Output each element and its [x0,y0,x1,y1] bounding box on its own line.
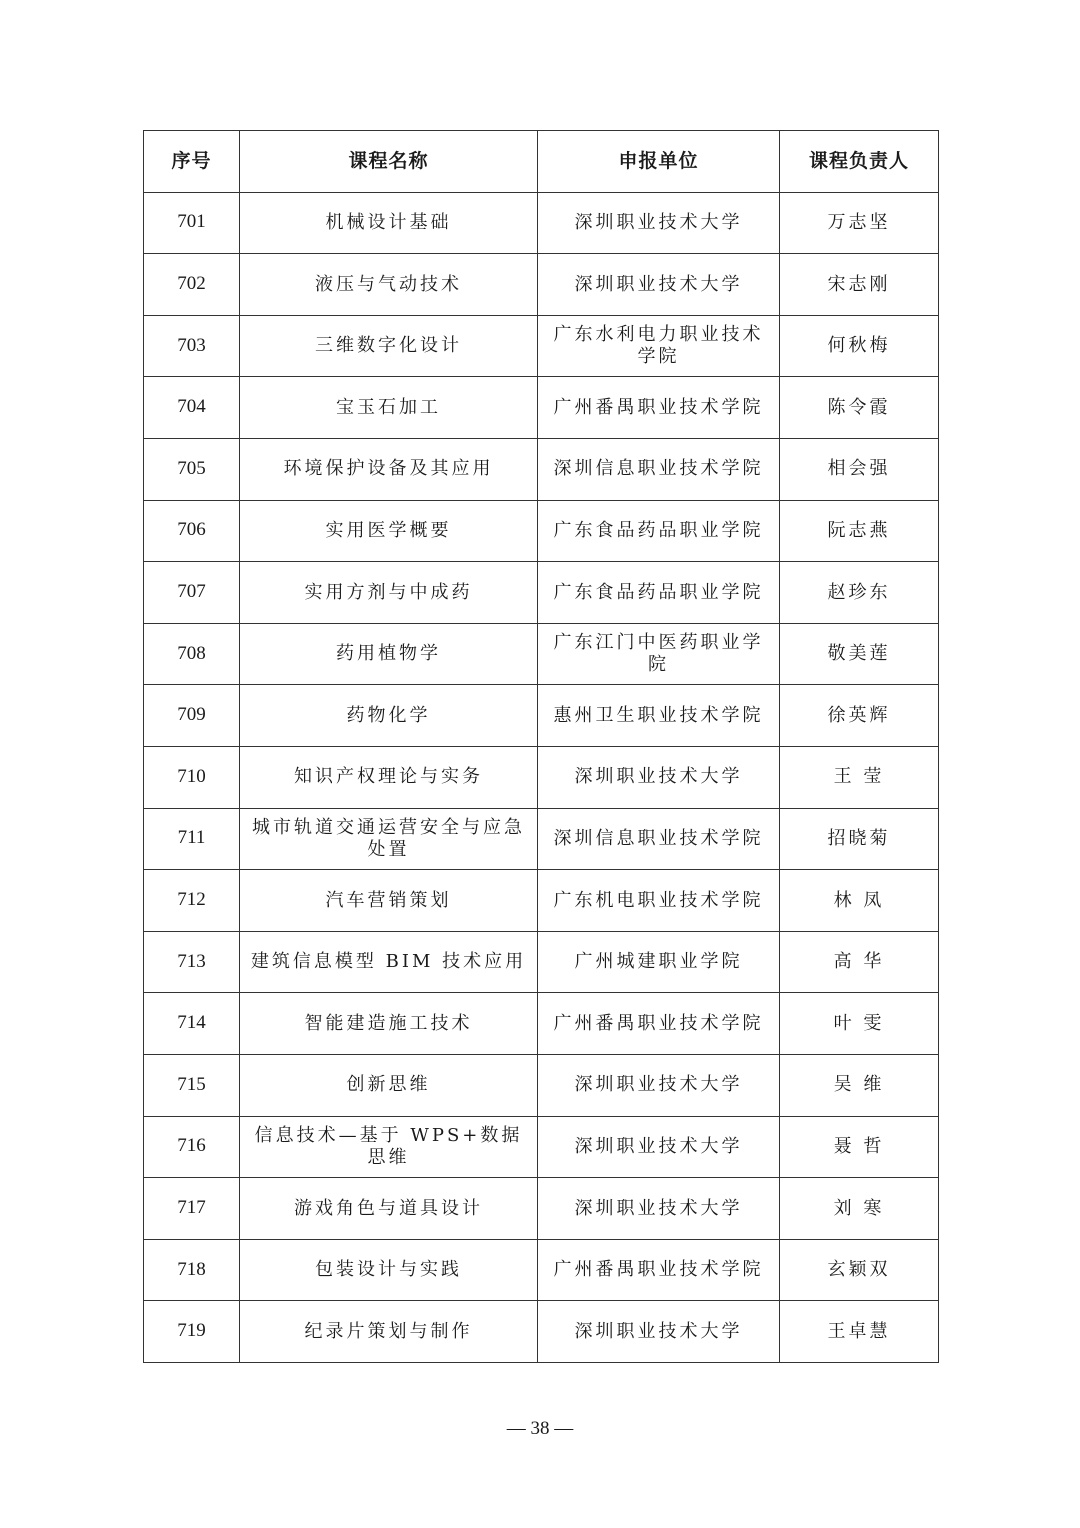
cell-course-leader: 相会强 [780,438,939,500]
cell-serial-number: 709 [144,685,240,747]
cell-serial-number: 710 [144,746,240,808]
cell-course-name: 机械设计基础 [240,192,538,254]
cell-course-name: 环境保护设备及其应用 [240,438,538,500]
cell-course-leader: 玄颖双 [780,1239,939,1301]
table-header-row [144,131,939,193]
cell-serial-number: 716 [144,1116,240,1178]
cell-applicant-unit: 深圳职业技术大学 [538,192,780,254]
table-row [144,377,939,439]
cell-course-name: 城市轨道交通运营安全与应急处置 [240,808,538,870]
cell-course-leader: 吴 维 [780,1054,939,1116]
cell-serial-number: 714 [144,993,240,1055]
cell-applicant-unit: 深圳职业技术大学 [538,254,780,316]
cell-applicant-unit: 广州番禺职业技术学院 [538,377,780,439]
table-row [144,623,939,685]
table-row [144,746,939,808]
cell-applicant-unit: 深圳职业技术大学 [538,1054,780,1116]
cell-course-name: 宝玉石加工 [240,377,538,439]
cell-course-leader: 万志坚 [780,192,939,254]
cell-applicant-unit: 广州番禺职业技术学院 [538,1239,780,1301]
cell-course-name: 建筑信息模型 BIM 技术应用 [240,931,538,993]
header-applicant-unit: 申报单位 [538,131,780,193]
cell-applicant-unit: 广东食品药品职业学院 [538,500,780,562]
cell-course-name: 药物化学 [240,685,538,747]
cell-serial-number: 712 [144,870,240,932]
cell-course-leader: 何秋梅 [780,315,939,377]
cell-course-name: 实用方剂与中成药 [240,562,538,624]
cell-serial-number: 706 [144,500,240,562]
cell-course-leader: 陈令霞 [780,377,939,439]
cell-applicant-unit: 深圳职业技术大学 [538,1178,780,1240]
cell-applicant-unit: 惠州卫生职业技术学院 [538,685,780,747]
header-course-name: 课程名称 [240,131,538,193]
cell-course-name: 包装设计与实践 [240,1239,538,1301]
table-body [144,192,939,1362]
cell-serial-number: 719 [144,1301,240,1363]
header-course-leader: 课程负责人 [780,131,939,193]
cell-course-name: 创新思维 [240,1054,538,1116]
course-table [143,130,939,1363]
table-row [144,993,939,1055]
cell-serial-number: 718 [144,1239,240,1301]
cell-applicant-unit: 深圳信息职业技术学院 [538,438,780,500]
cell-serial-number: 708 [144,623,240,685]
cell-course-leader: 王卓慧 [780,1301,939,1363]
cell-applicant-unit: 广州城建职业学院 [538,931,780,993]
cell-applicant-unit: 广东水利电力职业技术学院 [538,315,780,377]
table-row [144,1239,939,1301]
table-row [144,931,939,993]
cell-course-leader: 聂 哲 [780,1116,939,1178]
cell-serial-number: 707 [144,562,240,624]
cell-course-name: 三维数字化设计 [240,315,538,377]
page-number: — 38 — [506,1418,574,1439]
cell-serial-number: 702 [144,254,240,316]
cell-applicant-unit: 深圳职业技术大学 [538,746,780,808]
table-row [144,870,939,932]
cell-applicant-unit: 广州番禺职业技术学院 [538,993,780,1055]
table-row [144,254,939,316]
table-row [144,1178,939,1240]
cell-serial-number: 711 [144,808,240,870]
cell-serial-number: 704 [144,377,240,439]
cell-course-leader: 高 华 [780,931,939,993]
cell-serial-number: 701 [144,192,240,254]
table-row [144,500,939,562]
cell-course-name: 信息技术—基于 WPS+数据思维 [240,1116,538,1178]
cell-serial-number: 703 [144,315,240,377]
cell-course-leader: 敬美莲 [780,623,939,685]
cell-course-leader: 林 凤 [780,870,939,932]
cell-course-leader: 王 莹 [780,746,939,808]
cell-course-name: 药用植物学 [240,623,538,685]
cell-course-name: 实用医学概要 [240,500,538,562]
cell-course-leader: 赵珍东 [780,562,939,624]
table-row [144,192,939,254]
cell-applicant-unit: 广东江门中医药职业学院 [538,623,780,685]
cell-applicant-unit: 深圳职业技术大学 [538,1301,780,1363]
table-row [144,1054,939,1116]
cell-course-name: 知识产权理论与实务 [240,746,538,808]
cell-applicant-unit: 广东食品药品职业学院 [538,562,780,624]
cell-course-leader: 叶 雯 [780,993,939,1055]
cell-applicant-unit: 深圳信息职业技术学院 [538,808,780,870]
table-row [144,438,939,500]
cell-course-name: 游戏角色与道具设计 [240,1178,538,1240]
cell-course-name: 智能建造施工技术 [240,993,538,1055]
cell-course-leader: 刘 寒 [780,1178,939,1240]
cell-course-name: 纪录片策划与制作 [240,1301,538,1363]
table-row [144,808,939,870]
header-serial-number: 序号 [144,131,240,193]
cell-course-name: 汽车营销策划 [240,870,538,932]
cell-course-leader: 宋志刚 [780,254,939,316]
cell-applicant-unit: 深圳职业技术大学 [538,1116,780,1178]
table-row [144,562,939,624]
cell-course-leader: 招晓菊 [780,808,939,870]
table-row [144,685,939,747]
table-row [144,1301,939,1363]
table-row [144,1116,939,1178]
table-row [144,315,939,377]
cell-serial-number: 717 [144,1178,240,1240]
cell-serial-number: 715 [144,1054,240,1116]
cell-applicant-unit: 广东机电职业技术学院 [538,870,780,932]
cell-serial-number: 713 [144,931,240,993]
cell-course-leader: 阮志燕 [780,500,939,562]
cell-course-name: 液压与气动技术 [240,254,538,316]
cell-course-leader: 徐英辉 [780,685,939,747]
cell-serial-number: 705 [144,438,240,500]
